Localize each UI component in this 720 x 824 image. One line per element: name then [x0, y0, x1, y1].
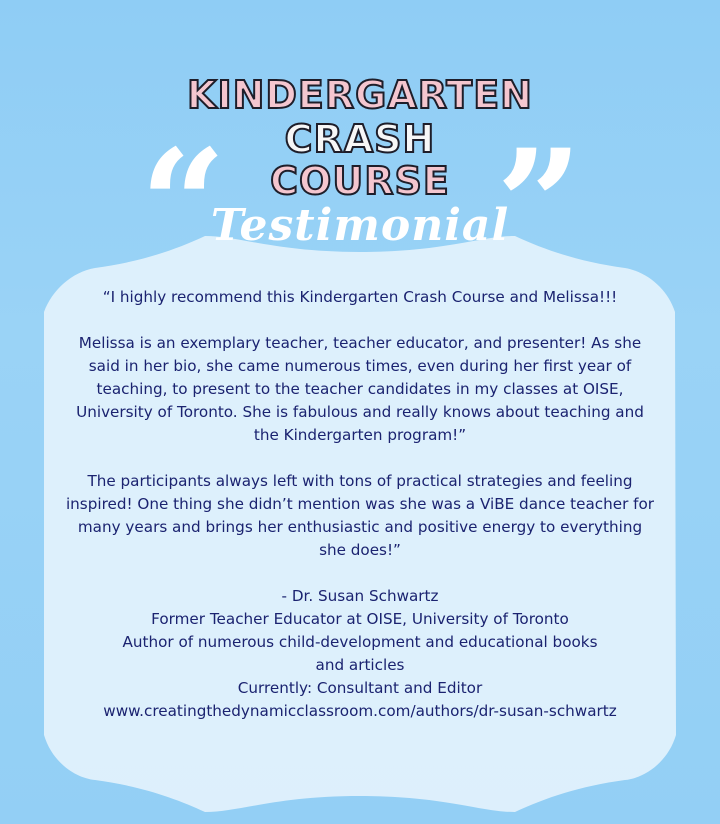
- paragraph-line: inspired! One thing she didn’t mention was she was a ViBE dance teacher for: [65, 495, 655, 513]
- attribution-url: www.creatingthedynamicclassroom.com/authors/dr-susan-schwartz: [103, 702, 617, 720]
- attribution-role: Former Teacher Educator at OISE, University of Toronto: [151, 610, 569, 628]
- paragraph-line: teaching, to present to the teacher candidates in my classes at OISE,: [96, 380, 624, 398]
- paragraph-line: many years and brings her enthusiastic and positive energy to everything: [77, 518, 643, 536]
- paragraph-line: said in her bio, she came numerous times, even during her first year of: [88, 357, 632, 375]
- attribution-current: Currently: Consultant and Editor: [237, 679, 483, 697]
- attribution-author-line: Author of numerous child-development and educational books: [122, 633, 598, 651]
- close-quote-icon: ”: [496, 117, 583, 293]
- title-line-2: CRASH: [284, 117, 436, 161]
- paragraph-line: The participants always left with tons of practical strategies and feeling: [87, 472, 633, 490]
- title-line-1: KINDERGARTEN: [187, 73, 533, 117]
- title-line-3: COURSE: [270, 159, 450, 203]
- attribution-author-line: and articles: [315, 656, 405, 674]
- open-quote-icon: “: [140, 117, 227, 293]
- subtitle-testimonial: Testimonial: [210, 200, 510, 251]
- testimonial-body: [30, 286, 690, 723]
- paragraph-line: Melissa is an exemplary teacher, teacher educator, and presenter! As she: [78, 334, 642, 352]
- recommendation-line: “I highly recommend this Kindergarten Crash Course and Melissa!!!: [102, 288, 618, 306]
- paragraph-line: she does!”: [319, 541, 401, 559]
- paragraph-line: the Kindergarten program!”: [253, 426, 467, 444]
- attribution-name: - Dr. Susan Schwartz: [281, 587, 439, 605]
- paragraph-line: University of Toronto. She is fabulous and really knows about teaching and: [76, 403, 644, 421]
